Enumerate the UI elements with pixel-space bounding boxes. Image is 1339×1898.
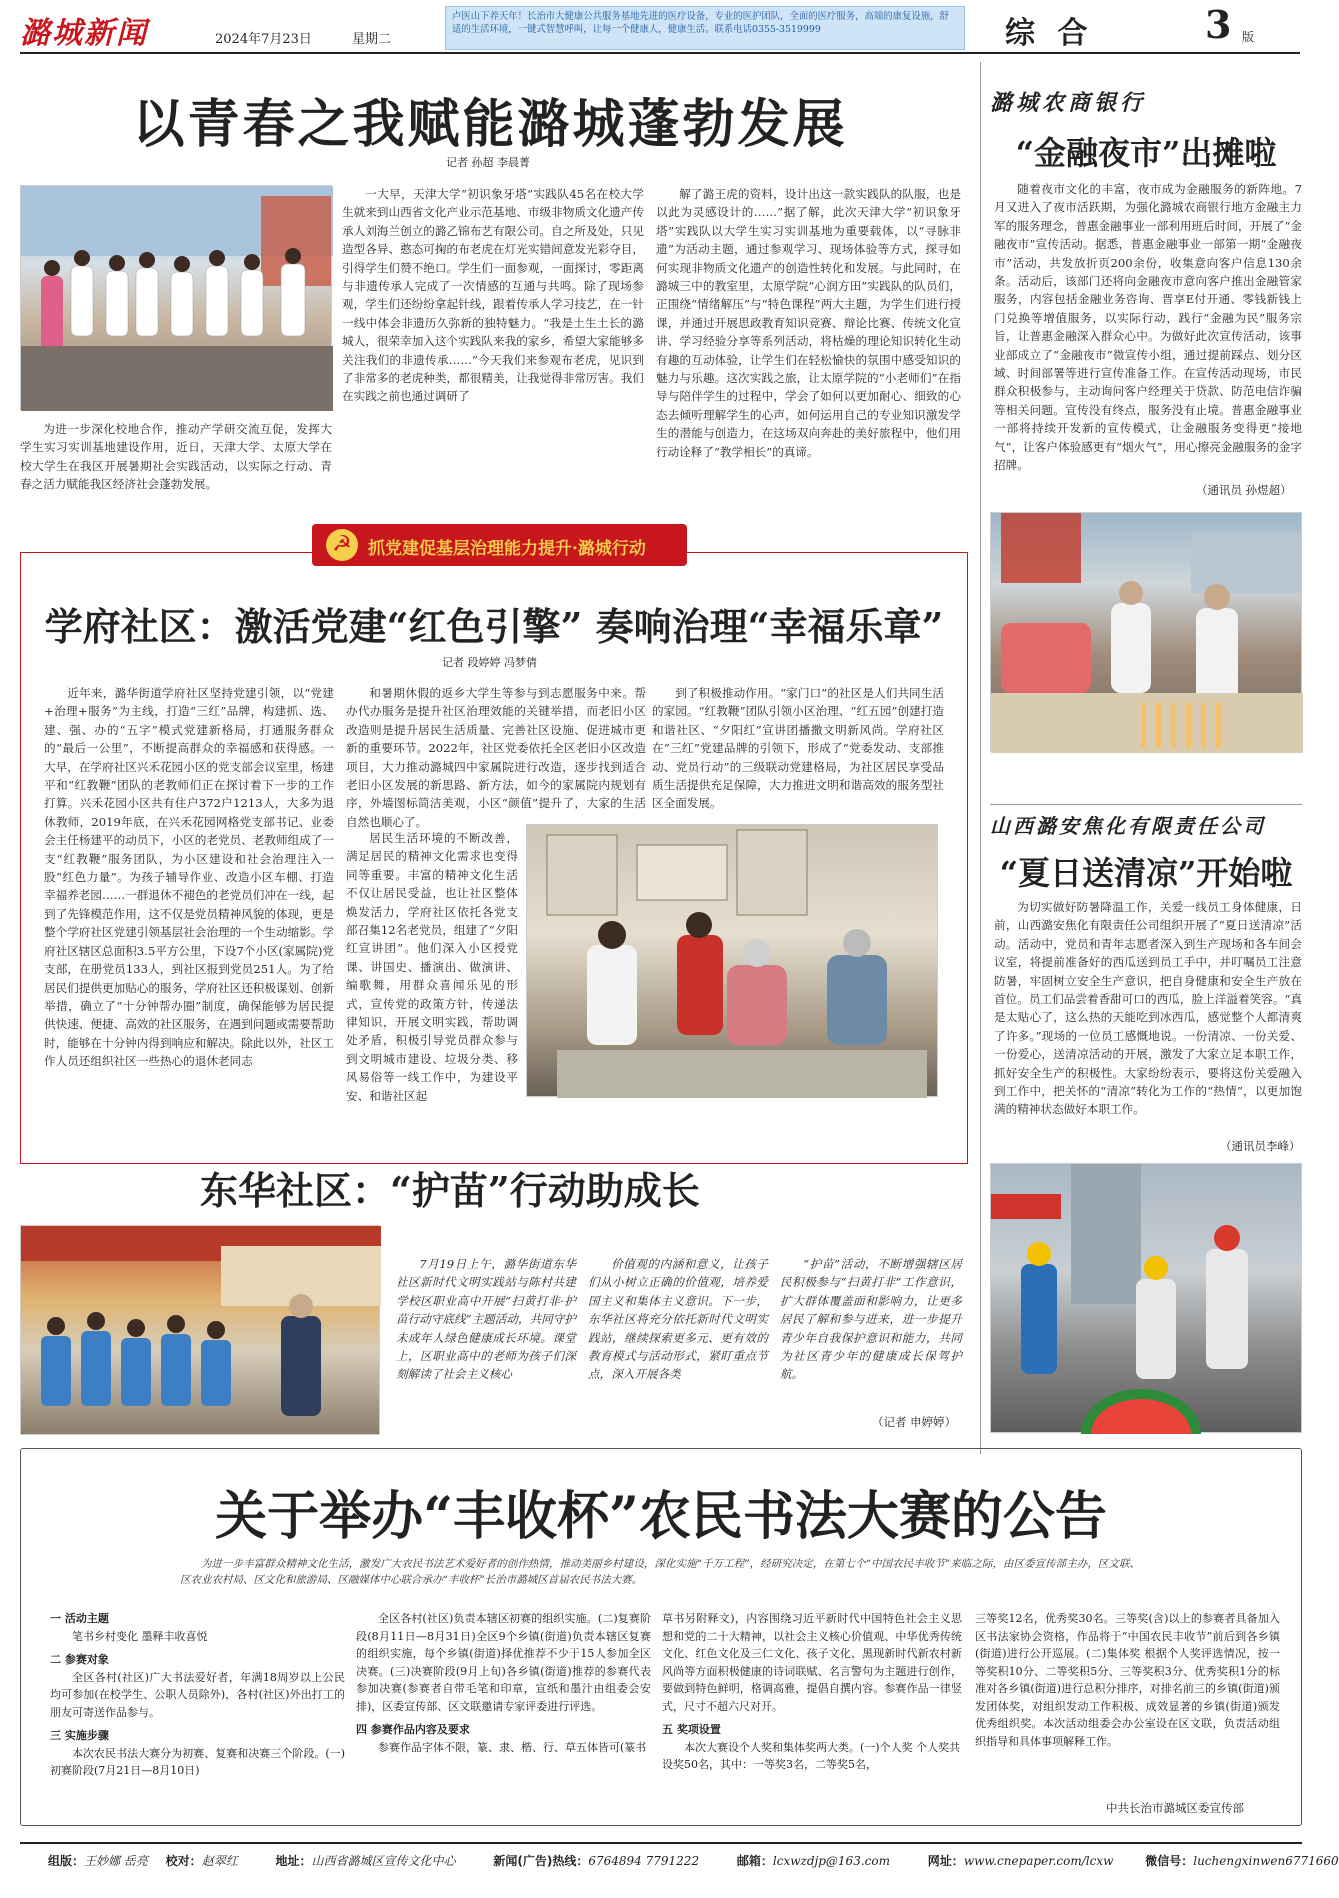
donghua-headline: 东华社区：“护苗”行动助成长 [200,1168,700,1213]
party-col3 [652,684,944,824]
ann-c3-h: 五 奖项设置 [662,1723,721,1736]
sidebar-separator [990,804,1302,805]
announcement-signature: 中共长治市潞城区委宣传部 [1106,1801,1244,1815]
ann-c1-t2: 本次农民书法大赛分为初赛、复赛和决赛三个阶段。(一)初赛阶段(7月21日—8月10日) [50,1746,345,1777]
article1-col1-text: 一大早，天津大学“初识象牙塔”实践队45名在校大学生就来到山西省文化产业示范基地、市级非物质文化遗产传承人刘海兰创立的潞乙锦布艺有限公司。自之所及处，只见造型各异、憨态可掬的布老虎在灯光实错间意发光彩夺目，引得学生们赞不绝口。学生们一面参观，一面探讨，零距离与非遗传承人完成了一次情感的互通与共鸣。除了现场参观，学生们还纷纷拿起针线，跟着传承人学习技艺，在一针一线中体会非遗历久弥新的独特魅力。“我是土生土长的潞城人，很荣幸加入这个实践队来我的家乡，希望大家能够多关注我们的非遗传承……”今天我们来参观布老虎，见识到了非常多的老虎种类，都很精美，让我觉得非常厉害。我们在实践之前也通过调研了 [342,187,644,404]
sidebar1-body-text: 随着夜市文化的丰富，夜市成为金融服务的新阵地。7月又进入了夜市活跃期，为强化潞城农商银行地方金融主力军的服务理念，普惠金融事业一部利用班后时间，开展了“金融夜市”宣传活动。据悉，普惠金融事业一部第一期“金融夜市”活动，共发放折页200余份，收集意向客户信息130余条。活动后，该部门还将向金融夜市意向客户推出金融管家服务，内容包括金融业务咨询、晋享E付开通、零钱新钱上门兑换等增值服务，以实际行动，践行“金融为民”服务宗旨，让普惠金融深入群众心中。为做好此次宣传活动，该事业部成立了“金融夜市”微宣传小组，通过提前踩点、划分区域、时间部署等进行宣传准备工作。在宣传活动现场，市民群众积极参与，主动询问客户经理关于贷款、防范电信诈骗等相关问题。宣传没有终点，服务没有止境。普惠金融事业一部将持续开发新的宣传模式，让金融服务变得更“接地气”，让客户体验感更有“烟火气”，用心擦亮金融服务的金字招牌。 [994,182,1302,473]
sidebar1-headline: “金融夜市”出摊啦 [1015,134,1277,172]
party-col1 [44,684,334,1154]
ann-c3-text: 草书另附释文)，内容围绕习近平新时代中国特色社会主义思想和党的二十大精神，以社会主义核心价值观、中华优秀传统文化、红色文化及三仁文化、孩子文化、黑现新时代新农村新风尚等方面积极健康的诗词联赋、名言警句为主题进行创作，要做到特色鲜明，格调高雅，提倡自撰内容。参赛作品一律竖式，尺寸不超六尺对开。 [662,1612,962,1713]
ann-c1-h1: 二 参赛对象 [50,1653,109,1666]
ann-c1-t1: 全区各村(社区)广大书法爱好者，年满18周岁以上公民均可参加(在校学生、公职人员除外)，各村(社区)外出打工的朋友可寄送作品参与。 [50,1670,345,1719]
article1-headline: 以青春之我赋能潞城蓬勃发展 [132,94,848,155]
masthead-weekday: 星期二 [352,32,392,47]
announcement-intro [180,1556,1140,1588]
ann-c3-t: 本次大赛设个人奖和集体奖两大类。(一)个人奖 个人奖共设奖50名，其中：一等奖3名，二等奖5名， [662,1740,961,1771]
footer-proof: 赵翠红 [201,1854,238,1868]
footer-web-label: 网址： [927,1854,964,1868]
night-market-illustration [991,513,1303,753]
donghua-col3-text: “护苗”活动，不断增强辖区居民积极参与“扫黄打非”工作意识，扩大群体覆盖面和影响力，让更多居民了解和参与进来，进一步提升青少年自我保护意识和能力，共同为社区青少年的健康成长保驾护航。 [780,1257,962,1382]
sidebar2-photo [990,1163,1302,1433]
sidebar2-org: 山西潞安焦化有限责任公司 [990,814,1266,838]
sidebar1-org: 潞城农商银行 [990,90,1147,116]
party-col3-text: 到了积极推动作用。“家门口”的社区是人们共同生活的家园。“红教鞭”团队引领小区治理、“红五园”创建打造和谐社区、“夕阳红”宣讲团播撒文明新风尚。学府社区在“三红”党建品牌的引领下，形成了“党委发动、支部推动、党员行动”的三级联动党建格局，为社区居民享受品质生活提供充足保障，大力推进文明和谐高效的服务型社区全面发展。 [652,686,944,811]
sidebar1-photo [990,512,1302,752]
page-number: 3 [1205,2,1232,47]
article1-caption-text: 为进一步深化校地合作，推动产学研交流互促，发挥大学生实习实训基地建设作用，近日，天津大学、太原大学在校大学生在我区开展暑期社会实践活动，以实际之行动、青春之活力赋能我区经济社会蓬勃发展。 [20,422,332,492]
footer-email-label: 邮箱： [736,1854,773,1868]
article1-col2 [656,185,961,500]
announcement-col4 [975,1610,1280,1800]
page-unit: 版 [1242,30,1255,44]
footer-email: lcxwzdjp@163.com [772,1854,890,1868]
watermelon-delivery-illustration [991,1164,1303,1434]
party-headline: 学府社区：激活党建“红色引擎” 奏响治理“幸福乐章” [44,604,944,649]
footer-rule [20,1842,1302,1844]
footer-hotline-label: 新闻(广告)热线： [493,1854,589,1868]
ann-c4-text: 三等奖12名，优秀奖30名。三等奖(含)以上的参赛者具备加入区书法家协会资格，作品将于“中国农民丰收节”前后到各乡镇(街道)进行公开巡展。(二)集体奖 根据个人奖评选情况，按一等奖积10分、二等奖积5分、三等奖积3分、优秀奖积1分的标准对各乡镇(街道)进行总积分排序，对排名前三的乡镇(街道)颁发团体奖，对组织发动工作积极、成效显著的乡镇(街道)颁发优秀组织奖。本次活动组委会办公室设在区文联，负责活动组织指导和具体事项解释工作。 [975,1612,1280,1748]
students-visit-illustration [21,186,333,411]
article1-caption [20,420,332,500]
home-visit-illustration [527,825,939,1098]
classroom-illustration [21,1226,381,1436]
masthead-ad-text: 卢医山下养天年！长治市大健康公共服务基地先进的医疗设备，专业的医护团队，全面的医疗服务，高端的康复设施，舒适的生活环境，一键式智慧呼叫，让每一个健康人，健康生活。联系电话0355-3519999 [452,11,949,35]
donghua-photo [20,1225,380,1435]
sidebar2-body [994,898,1302,1138]
announcement-col1 [50,1610,345,1820]
ann-c1-t0: 笔书乡村变化 墨释丰收喜悦 [72,1629,208,1643]
party-photo [526,824,938,1097]
donghua-col2-text: 价值观的内涵和意义，让孩子们从小树立正确的价值观，培养爱国主义和集体主义意识。下一步，东华社区将充分依托新时代文明实践站，继续探索更多元、更有效的教育模式与活动形式，紧盯重点节点，深入开展各类 [588,1257,768,1382]
footer-wechat-label: 微信号： [1145,1854,1194,1868]
ann-c2-text: 全区各村(社区)负责本辖区初赛的组织实施。(二)复赛阶段(8月11日—8月31日)全区9个乡镇(街道)负责本辖区复赛的组织实施，每个乡镇(街道)择优推荐不少于15人参加全区决赛。(三)决赛阶段(9月上旬)各乡镇(街道)推荐的参赛代表参加决赛(参赛者自带毛笔和印章，宣纸和墨汁由组委会安排)，区委宣传部、区文联邀请专家评委进行评选。 [356,1612,651,1713]
ann-c1-h2: 三 实施步骤 [50,1729,109,1742]
announcement-col3 [662,1610,962,1820]
party-col1-text: 近年来，潞华街道学府社区坚持党建引领，以“党建+治理+服务”为主线，打造“三红”品牌，构建抓、选、建、强、办的“五字”模式党建新格局，打通服务群众的“最后一公里”，不断提高群众的幸福感和获得感。一大早，在学府社区兴禾花园小区的党支部会议室里，杨建平和“红教鞭”团队的老教师们正在探讨着下一步的工作打算。兴禾花园小区共有住户372户1213人，大多为退休教师，2019年底，在兴禾花园网格党支部书记、业委会主任杨建平的动员下，小区的老党员、老教师组成了一支“红教鞭”服务团队，为小区建设和社会治理注入一股“红色力量”。为孩子辅导作业、改造小区车棚、打造幸福养老园……一群退休不褪色的老党员们冲在一线，起到了先锋模范作用，这不仅是党员精神风貌的体现，更是整个学府社区党建引领基层社会治理的一个生动缩影。学府社区辖区总面积3.5平方公里，下设7个小区(家属院)党支部，在册党员133人，到社区报到党员251人。为了给居民们提供更加贴心的服务，学府社区还积极谋划、创新举措，确立了“十分钟帮办圈”制度，确保能够为居民提供快速、便捷、高效的社区服务，在遇到问题或需要帮助时，能够在十分钟内得到响应和解决。除此以外，社区工作人员还组织社区一些热心的退休老同志 [44,686,334,1069]
masthead-date: 2024年7月23日 [215,32,312,47]
sidebar2-body-text: 为切实做好防暑降温工作，关爱一线员工身体健康，日前，山西潞安焦化有限责任公司组织开展了“夏日送清凉”活动。活动中，党员和青年志愿者深入到生产现场和各车间会议室，将提前准备好的西瓜送到员工手中，并叮嘱员工注意防暑，牢固树立安全生产意识，把自身健康和安全生产放在首位。员工们品尝着香甜可口的西瓜，脸上洋溢着笑容。“真是太贴心了，这么热的天能吃到冰西瓜，感觉整个人都清爽了许多。”现场的一位员工感慨地说。一份清凉、一份关爱、一份爱心，送清凉活动的开展，激发了大家立足本职工作，抓好安全生产的积极性。大家纷纷表示，要将这份关爱融入到工作中，把关怀的“清凉”转化为工作的“热情”，以更加饱满的精神状态做好本职工作。 [994,900,1302,1117]
footer-hotline: 6764894 7791222 [588,1854,700,1868]
article1-byline: 记者 孙超 李晨菁 [446,156,530,169]
party-col2a-text: 和暑期休假的返乡大学生等参与到志愿服务中来。帮办代办服务是提升社区治理效能的关键举措，而老旧小区改造则是提升居民生活质量、完善社区设施、促进城市更新的重要环节。2022年，社区党委依托全区老旧小区改造项目，大力推动潞城四中家属院进行改造，逐步找到适合老旧小区发展的新思路、新方法，如今的家属院内规划有序，外墙图标简洁美观，小区“颜值”提升了，大家的生活自然也顺心了。 [346,686,646,829]
article1-col1 [342,185,644,500]
ann-c1-h0: 一 活动主题 [50,1612,109,1625]
party-banner-text: 抓党建促基层治理能力提升·潞城行动 [368,539,646,559]
footer-wechat: luchengxinwen6771660 [1193,1854,1339,1868]
footer [48,1852,1339,1869]
party-emblem-icon: ☭ [326,529,358,561]
masthead-logo: 潞城新闻 [20,16,148,51]
footer-addr: 山西省潞城区宣传文化中心 [311,1854,456,1868]
donghua-col1-text: 7月19日上午，潞华街道东华社区新时代文明实践站与陈村共建学校区职业高中开展“扫黄打非·护苗行动守底线”主题活动，共同守护未成年人绿色健康成长环境。课堂上，区职业高中的老师为孩子们深刻解读了社会主义核心 [396,1257,576,1382]
article1-photo [20,185,332,410]
donghua-col3 [780,1255,962,1410]
party-banner [312,524,687,566]
sidebar2-credit: （通讯员李峰） [1220,1139,1301,1153]
masthead [20,2,1300,54]
party-col2b-text: 居民生活环境的不断改善，满足居民的精神文化需求也变得同等重要。丰富的精神文化生活不仅让居民受益，也让社区整体焕发活力，学府社区依托各党支部召集12名老党员，组建了“夕阳红宣讲团”。他们深入小区授党课、讲国史、播演出、做演讲、编歌舞，用群众喜闻乐见的形式，宣传党的政策方针，传递法律知识，开展文明实践，帮助调处矛盾，积极引导党员群众参与到文明城市建设、垃圾分类、移风易俗等一线工作中，为建设平安、和谐社区起 [346,831,518,1103]
masthead-ad [445,6,965,50]
sidebar1-credit: （通讯员 孙煜超） [1196,483,1292,497]
party-byline: 记者 段婷婷 冯梦倩 [442,656,537,669]
ann-c2-t: 参赛作品字体不限，篆、隶、楷、行、草五体皆可(篆书 [378,1740,647,1754]
sidebar2-headline: “夏日送清凉”开始啦 [999,854,1293,892]
announcement-col2 [356,1610,651,1820]
sidebar1-body [994,180,1302,477]
sidebar-divider [980,62,981,1454]
party-col2b [346,829,518,1154]
footer-proof-label: 校对： [165,1854,202,1868]
donghua-col1 [396,1255,576,1435]
footer-editor: 王妙娜 岳亮 [84,1854,148,1868]
donghua-col2 [588,1255,768,1435]
announcement-intro-text: 为进一步丰富群众精神文化生活，激发广大农民书法艺术爱好者的创作热情，推动美丽乡村建设，深化实施“千万工程”，经研究决定，在第七个“中国农民丰收节”来临之际，由区委宣传部主办，区文联、区农业农村局、区文化和旅游局、区融媒体中心联合承办“丰收杯”长治市潞城区首届农民书法大赛。 [180,1558,1140,1586]
footer-editor-label: 组版： [48,1854,85,1868]
donghua-credit: （记者 申婷婷） [872,1415,957,1429]
party-col2a [346,684,646,827]
footer-web: www.cnepaper.com/lcxw [963,1854,1114,1868]
announcement-headline: 关于举办“丰收杯”农民书法大赛的公告 [215,1486,1107,1547]
ann-c2-h: 四 参赛作品内容及要求 [356,1723,470,1736]
footer-addr-label: 地址： [275,1854,312,1868]
section-name: 综 合 [1005,16,1094,51]
article1-col2-text: 解了潞王虎的资料，设计出这一款实践队的队服，也是以此为灵感设计的……”据了解，此次天津大学“初识象牙塔”实践队以大学生实习实训基地为重要载体，以“寻脉非遗”为活动主题，通过参观学习、现场体验等方式，探寻如何实现非物质文化遗产的创造性转化和发展。与此同时，在潞城三中的教室里，太原学院“心润方田”实践队的队员们，正围绕“情绪解压”与“特色课程”两大主题，为学生们进行授课，并通过开展思政教育知识竞赛、辩论比赛、传统文化宣讲、学习经验分享等系列活动，将枯燥的理论知识转化生动有趣的互动体验，让学生们在轻松愉快的氛围中感受知识的魅力与乐趣。这次实践之旅，让太原学院的“小老师们”在指导与陪伴学生的过程中，学会了如何以更加耐心、细致的心态去倾听理解学生的心声，如何运用自己的专业知识激发学生的潜能与创造力，在这场双向奔赴的美好旅程中，他们用行动诠释了“教学相长”的真谛。 [656,187,961,459]
